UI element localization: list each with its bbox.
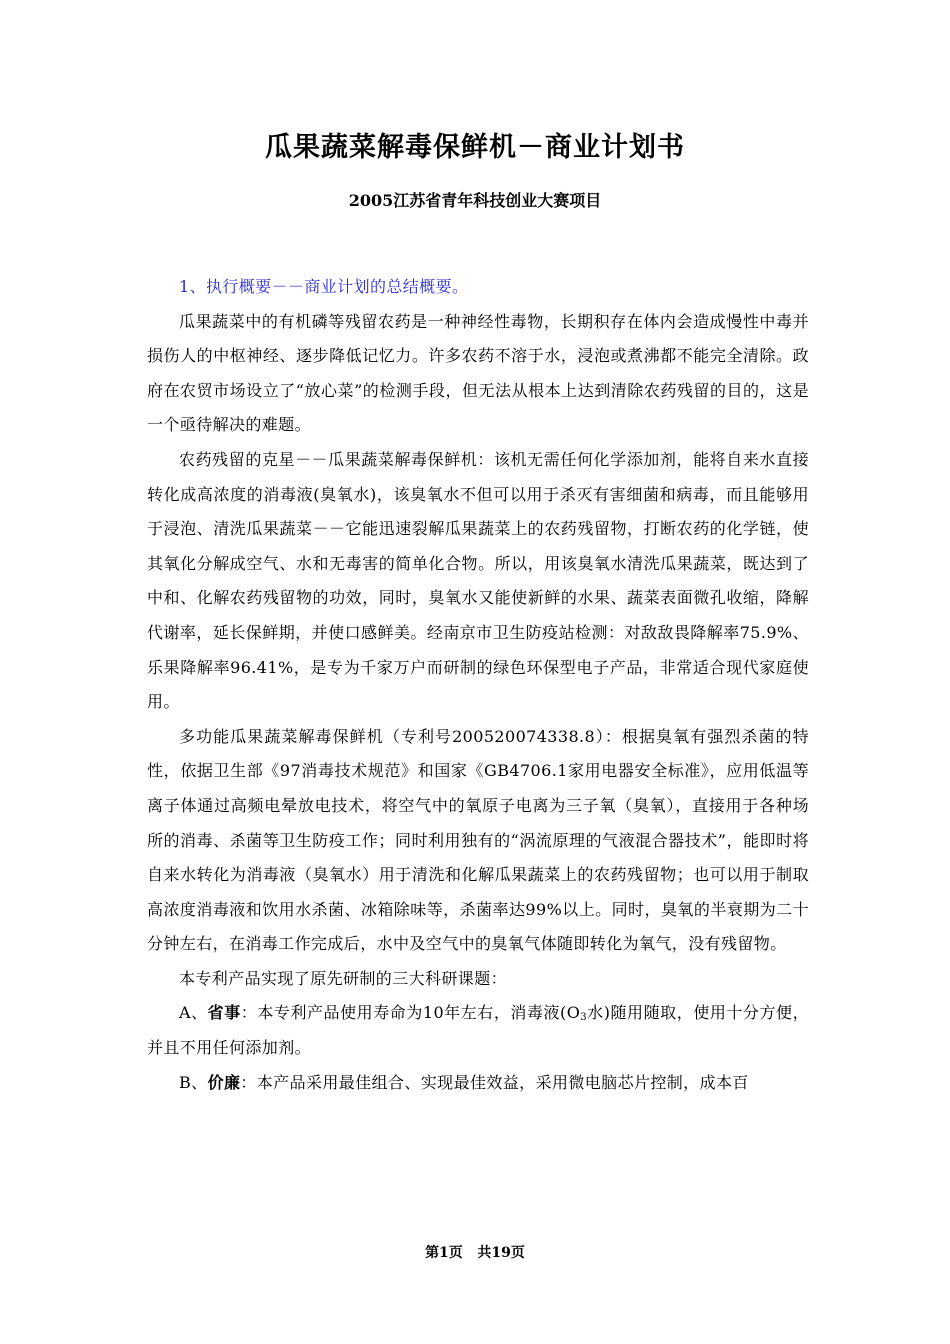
item-a-prefix: A、 (179, 1003, 208, 1023)
list-item-b (147, 1066, 809, 1101)
item-b-prefix: B、 (179, 1072, 208, 1092)
paragraph-product-intro: 农药残留的克星－－瓜果蔬菜解毒保鲜机：该机无需任何化学添加剂，能将自来水直接转化成高浓度的消毒液(臭氧水)，该臭氧水不但可以用于杀灭有害细菌和病毒，而且能够用于浸泡、清洗瓜果蔬菜－－它能迅速裂解瓜果蔬菜上的农药残留物，打断农药的化学链，使其氧化分解成空气、水和无毒害的简单化合物。所以，用该臭氧水清洗瓜果蔬菜，既达到了中和、化解农药残留物的功效，同时，臭氧水又能使新鲜的水果、蔬菜表面微孔收缩，降解代谢率，延长保鲜期，并使口感鲜美。经南京市卫生防疫站检测：对敌敌畏降解率75.9%、乐果降解率96.41%，是专为千家万户而研制的绿色环保型电子产品，非常适合现代家庭使用。 (147, 449, 809, 712)
document-subtitle: 2005江苏省青年科技创业大赛项目 (348, 191, 602, 210)
item-a-text-after: 水)随用随取，使用十分方便，并且不用任何添加剂。 (147, 1003, 809, 1058)
item-b-text: ：本产品采用最佳组合、实现最佳效益，采用微电脑芯片控制，成本百 (240, 1072, 749, 1092)
document-body (147, 270, 809, 1100)
section-heading: 1、执行概要－－商业计划的总结概要。 (179, 277, 469, 296)
list-item-a (147, 996, 809, 1065)
page-footer: 第1页 共19页 (425, 1245, 525, 1261)
paragraph-patent-description: 多功能瓜果蔬菜解毒保鲜机（专利号200520074338.8）：根据臭氧有强烈杀菌的特性，依据卫生部《97消毒技术规范》和国家《GB4706.1家用电器安全标准》，应用低温等离子体通过高频电晕放电技术，将空气中的氧原子电离为三子氧（臭氧），直接用于各种场所的消毒、杀菌等卫生防疫工作；同时利用独有的“涡流原理的气液混合器技术”，能即时将自来水转化为消毒液（臭氧水）用于清洗和化解瓜果蔬菜上的农药残留物；也可以用于制取高浓度消毒液和饮用水杀菌、冰箱除味等，杀菌率达99%以上。同时，臭氧的半衰期为二十分钟左右，在消毒工作完成后，水中及空气中的臭氧气体随即转化为氧气，没有残留物。 (147, 726, 809, 954)
paragraph-three-topics: 本专利产品实现了原先研制的三大科研课题： (179, 968, 508, 988)
item-b-label: 价廉 (207, 1072, 241, 1092)
item-a-label: 省事 (207, 1003, 241, 1023)
item-a-subscript: 3 (580, 1012, 587, 1024)
document-title: 瓜果蔬菜解毒保鲜机－商业计划书 (265, 132, 685, 163)
paragraph-pesticide-problem: 瓜果蔬菜中的有机磷等残留农药是一种神经性毒物，长期积存在体内会造成慢性中毒并损伤人的中枢神经、逐步降低记忆力。许多农药不溶于水，浸泡或煮沸都不能完全清除。政府在农贸市场设立了“放心菜”的检测手段，但无法从根本上达到清除农药残留的目的，这是一个亟待解决的难题。 (147, 311, 809, 435)
item-a-text-before: ：本专利产品使用寿命为10年左右，消毒液(O (240, 1003, 581, 1023)
